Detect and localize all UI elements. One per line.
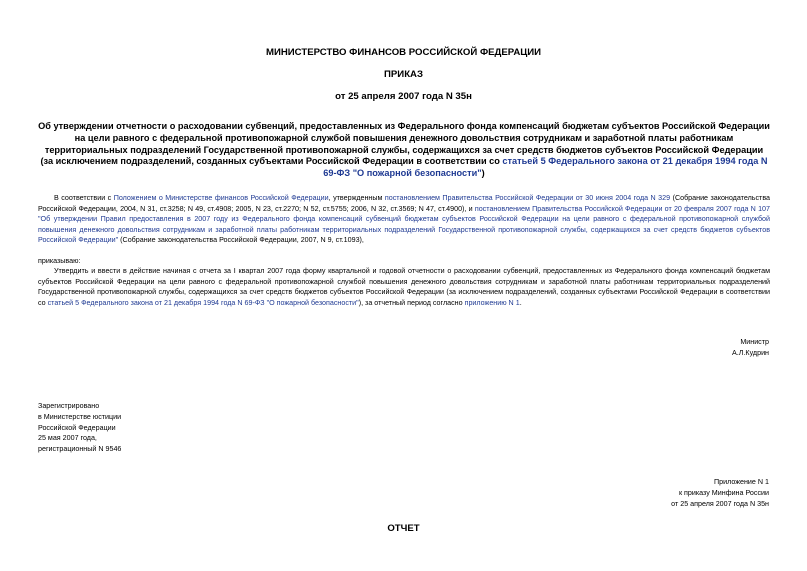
- regulation-link[interactable]: Положением о Министерстве финансов Российской Федерации: [113, 194, 329, 202]
- registration-block: [38, 401, 121, 455]
- order-date-number: от 25 апреля 2007 года N 35н: [335, 91, 472, 102]
- preamble-text-2: , утвержденным: [328, 194, 385, 202]
- operative-text-1: Утвердить и ввести в действие начиная с отчета за I квартал 2007 года форму квартальной и годовой отчетности о расходовании субвенций, предоставленных из Федерального фонда компенсаций бюджетам субъектов Российской Федерации на цели равного с федеральной противопожарной службой повышения денежного довольствия сотрудникам и заработной платы работникам территориальных подразделений Государственной противопожарной службы, содержащихся за счет средств бюджетов субъектов Российской Федерации (за исключением подразделений, созданных субъектами Российской Федерации в соответствии со: [38, 267, 770, 307]
- appendix-link[interactable]: приложению N 1: [464, 298, 520, 307]
- operative-law-link[interactable]: статьей 5 Федерального закона от 21 декабря 1994 года N 69-ФЗ "О пожарной безопасности": [47, 298, 359, 307]
- registration-line: 25 мая 2007 года,: [38, 434, 97, 443]
- appendix-line: от 25 апреля 2007 года N 35н: [671, 499, 769, 508]
- signature-position: Министр: [740, 338, 769, 346]
- registration-line: регистрационный N 9546: [38, 445, 122, 454]
- registration-line: Зарегистрировано: [38, 402, 100, 410]
- resolution-107-link[interactable]: постановлением Правительства Российской Федерации от 20 февраля 2007 года N 107 "Об утверждении Правил предоставления в 2007 году из Федерального фонда компенсаций субвенций бюджетам субъектов Российской Федерации на цели равного с федеральной противопожарной службой повышения денежного довольствия сотрудникам и заработной платы работникам территориальных подразделений Государственной противопожарной службы, содержащихся за счет средств бюджетов субъектов Российской Федерации": [38, 204, 770, 245]
- preamble-text-3: (Собрание законодательства Российской Федерации, 2004, N 31, ст.3258; N 49, ст.4908; 2005, N 23, ст.2270; N 52, ст.5755; 2006, N 32, ст.3569; N 47, ст.4900), и: [38, 194, 770, 213]
- resolution-329-link[interactable]: постановлением Правительства Российской Федерации от 30 июня 2004 года N 329: [384, 194, 671, 202]
- report-heading: ОТЧЕТ: [387, 523, 420, 534]
- doc-type-heading: ПРИКАЗ: [384, 69, 423, 80]
- signature-name: А.Л.Кудрин: [732, 348, 769, 357]
- operative-text-3: .: [519, 298, 522, 307]
- title-law-link[interactable]: статьей 5 Федерального закона от 21 декабря 1994 года N 69-ФЗ "О пожарной безопасности": [323, 156, 768, 179]
- preamble-text-1: В соответствии с: [54, 194, 114, 202]
- appendix-block: [671, 477, 769, 509]
- operative-text-2: ), за отчетный период согласно: [358, 298, 465, 307]
- appendix-line: к приказу Минфина России: [678, 488, 769, 497]
- appendix-line: Приложение N 1: [714, 478, 769, 486]
- registration-line: Российской Федерации: [38, 423, 116, 432]
- registration-line: в Министерстве юстиции: [38, 412, 122, 421]
- operative-paragraph: [38, 266, 770, 308]
- orders-label: приказываю:: [38, 257, 81, 265]
- title-end: ): [481, 168, 485, 179]
- preamble-text-4: (Собрание законодательства Российской Федерации, 2007, N 9, ст.1093),: [118, 236, 364, 245]
- title-text: Об утверждении отчетности о расходовании субвенций, предоставленных из Федерального фонда компенсаций бюджетам субъектов Российской Федерации на цели равного с федеральной противопожарной службой повышения денежного довольствия сотрудникам и заработной платы работникам территориальных подразделений Государственной противопожарной службы, содержащихся за счет средств бюджетов субъектов Российской Федерации (за исключением подразделений, созданных субъектами Российской Федерации в соответствии со: [38, 121, 770, 167]
- order-title: [38, 121, 770, 180]
- signature-block: [732, 337, 769, 359]
- ministry-heading: МИНИСТЕРСТВО ФИНАНСОВ РОССИЙСКОЙ ФЕДЕРАЦИИ: [265, 47, 542, 58]
- preamble-paragraph: [38, 193, 770, 246]
